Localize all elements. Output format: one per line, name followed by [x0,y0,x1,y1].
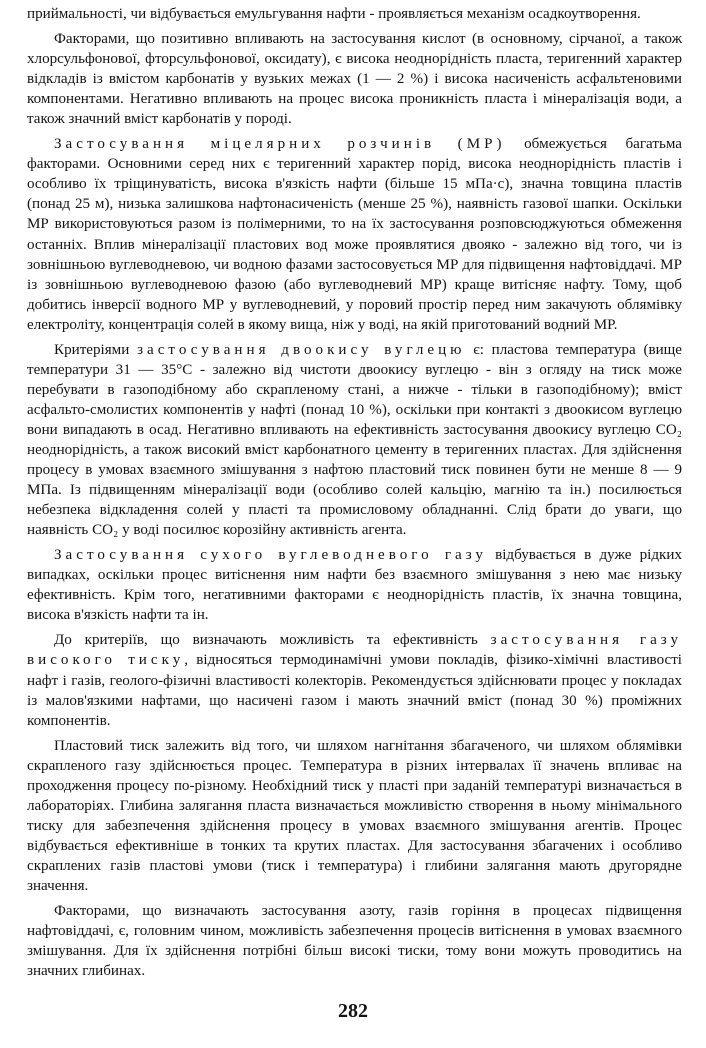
paragraph-6 [27,630,682,730]
paragraph-4 [27,340,682,540]
paragraph-8-text: Факторами, що визначають застосування азоту, газів горіння в процесах підвищення нафтовіддачі, є, головним чином, можливість забезпечення процесів витіснення в умовах взаємного змішування. Для їх здійснення потрібні більш високі тиски, тому вони можуть проводитись на значних глибинах. [27,903,682,980]
paragraph-8 [27,901,682,981]
paragraph-6-lead: До критеріїв, що визначають можливість та ефективність [54,632,491,649]
paragraph-7-text: Пластовий тиск залежить від того, чи шляхом нагнітання збагаченого, чи шляхом облямівки скрапленого газу здійснюється процес. Температура в різних інтервалах її значень впливає на проходження процесу по-різному. Необхідний тиск у пласті при заданій температурі визначається в лабораторіях. Глибина залягання пласта визначається можливістю створення в ньому мінімального тиску для забезпечення здійснення процесу в умовах взаємного змішування агентів. Процес відбувається ефективніше в тонких та крутих пластах. Для застосування збагачених і особливо скраплених газів пластові умови (тиск і температура) і глибини залягання мають другорядне значення. [27,737,682,894]
paragraph-1 [27,4,682,24]
paragraph-3-text: обмежується багатьма факторами. Основними серед них є теригенний характер порід, висока неоднорідність пластів і особливо їх тріщинуватість, висока в'язкість нафти (більше 15 мПа·с), значна товщина пластів (понад 25 м), низька залишкова нафтонасиченість (менше 25 %), наявність газової шапки. Оскільки МР використовуються разом із полімерними, то на їх застосування розповсюджуються обмеження останніх. Вплив мінералізації пластових вод може проявлятися двояко - залежно від того, чи із зовнішньою вуглеводневою, чи водною фазами застосовується МР для підвищення нафтовіддачі. МР із зовнішньою вуглеводневою фазою (або вуглеводневий МР) краще витісняє нафту. Тому, щоб добитись інверсії водного МР у вуглеводневий, у поровий простір перед ним закачують облямівку електроліту, концентрація солей в якому вища, ніж у воді, на якій приготований водний МР. [27,136,682,333]
paragraph-3-spaced-term: Застосування міцелярних розчинів (МР) [54,136,506,153]
paragraph-5-spaced-term: Застосування сухого вуглеводневого газу [54,547,487,564]
page-body [27,4,682,986]
page-number: 282 [338,1000,368,1022]
paragraph-6-text: , відносяться термодинамічні умови покладів, фізико-хімічні властивості нафт і газів, геолого-фізичні властивості колекторів. Рекомендується здійснювати процес у покладах із малов'язкими нафтами, що насичені газом і мають значний вміст (понад 30 %) проміжних компонентів. [27,652,682,729]
paragraph-4-text: є: пластова температура (вище температури 31 — 35°С - залежно від чистоти двоокису вуглецю - він з огляду на тиск може перебувати в газоподібному або скрапленому стані, а нижче - тільки в газоподібному); вміст асфальто-смолистих компонентів у нафті (понад 10 %), оскільки при контакті з двоокисом вуглецю вони випадають в осад. Негативно впливають на ефективність застосування двоокису вуглецю CO₂ неоднорідність, а також високий вміст карбонатного цементу в теригенних пластах. Для здійснення процесу в умовах взаємного змішування з нафтою пластовий тиск повинен бути не менше 8 — 9 МПа. Із підвищенням мінералізації води (особливо солей кальцію, магнію та ін.) посилюється небезпека відкладення солей у пласті та промисловому обладнанні. Слід брати до уваги, що наявність CO₂ у воді посилює корозійну активність агента. [27,341,682,539]
paragraph-1-text: приймальності, чи відбувається емульгування нафти - проявляється механізм осадкоутворення. [27,6,641,22]
paragraph-4-lead: Критеріями [54,341,138,358]
paragraph-5-text: відбувається в дуже рідких випадках, оскільки процес витіснення ним нафти без взаємного змішування з нею має низьку ефективність. Крім того, негативними факторами є неоднорідність пластів, їх значна товщина, висока в'язкість нафти та ін. [27,547,682,624]
paragraph-2 [27,29,682,129]
paragraph-7 [27,736,682,896]
paragraph-4-spaced-term: застосування двоокису вуглецю [137,341,466,358]
paragraph-6-spaced-term: застосування газу високого тиску [27,632,682,669]
paragraph-5 [27,545,682,625]
paragraph-3 [27,134,682,334]
paragraph-2-text: Факторами, що позитивно впливають на застосування кислот (в основному, сірчаної, а також хлорсульфонової, фторсульфонової, оксидату), є висока неоднорідність пласта, теригенний характер відкладів із вмістом карбонатів у вузьких межах (1 — 2 %) і висока насиченість асфальтеновими компонентами. Негативно впливають на процес висока проникність пласта і мінералізація води, а також значний вміст карбонатів у породі. [27,31,682,128]
